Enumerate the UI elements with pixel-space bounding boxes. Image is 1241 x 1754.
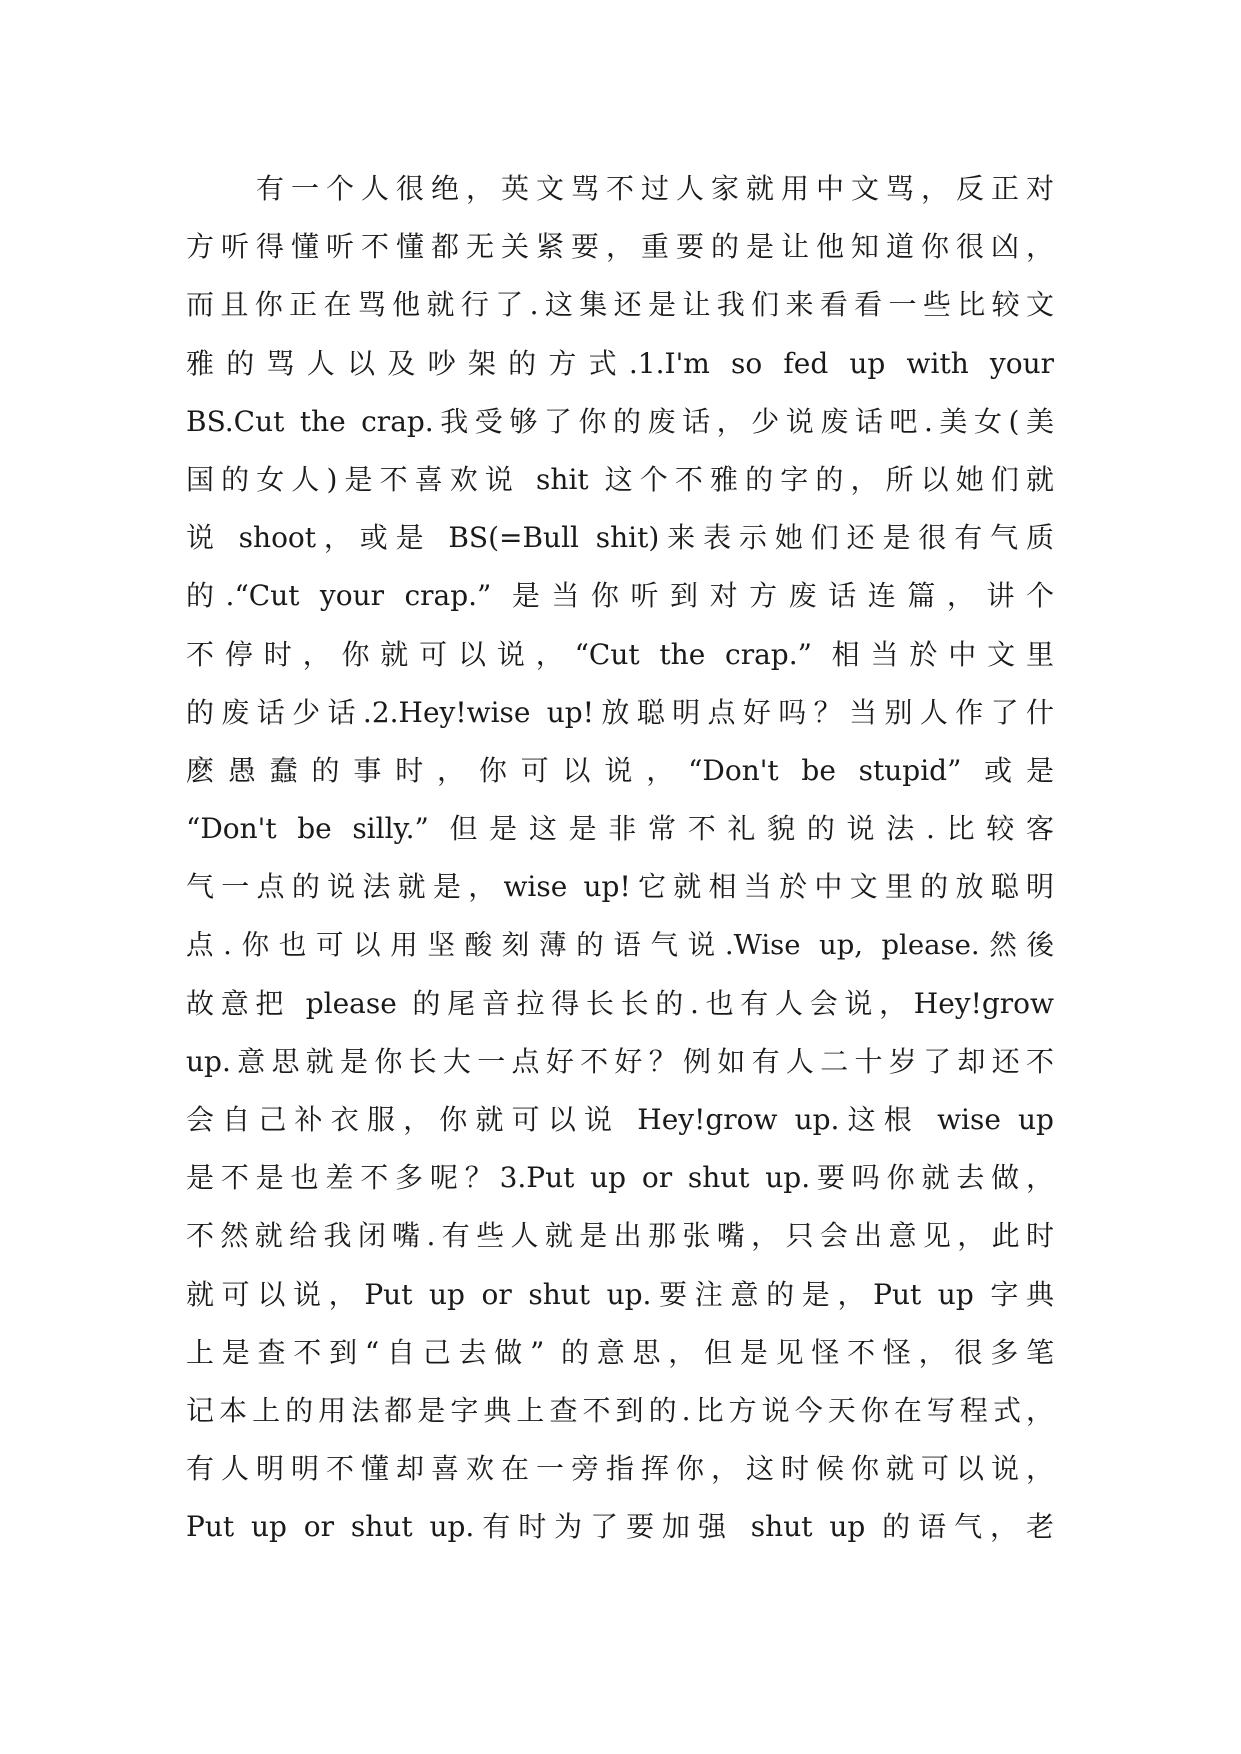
text-line: 点.你也可以用坚酸刻薄的语气说.Wise up, please.然後 xyxy=(186,929,1054,962)
text-line: 麽愚蠢的事时，你可以说，“Don't be stupid” 或是 xyxy=(186,753,1054,787)
text-line: 有一个人很绝，英文骂不过人家就用中文骂，反正对 xyxy=(256,172,1054,205)
text-line: Put up or shut up.有时为了要加强 shut up 的语气，老 xyxy=(186,1510,1054,1544)
text-line: 有人明明不懂却喜欢在一旁指挥你，这时候你就可以说， xyxy=(186,1452,1054,1486)
text-line: “Don't be silly.” 但是这是非常不礼貌的说法.比较客 xyxy=(186,812,1054,846)
text-line: 会自己补衣服，你就可以说 Hey!grow up.这根 wise up xyxy=(186,1103,1054,1136)
text-line: 不停时，你就可以说，“Cut the crap.” 相当於中文里 xyxy=(186,637,1054,671)
text-line: 记本上的用法都是字典上查不到的.比方说今天你在写程式， xyxy=(186,1393,1054,1427)
body-paragraph xyxy=(186,160,1054,1557)
text-line: 而且你正在骂他就行了.这集还是让我们来看看一些比较文 xyxy=(186,288,1054,322)
text-line: 说 shoot，或是 BS(=Bull shit)来表示她们还是很有气质 xyxy=(186,521,1054,555)
text-line: up.意思就是你长大一点好不好？例如有人二十岁了却还不 xyxy=(186,1044,1054,1078)
text-line: 就可以说，Put up or shut up.要注意的是，Put up 字典 xyxy=(186,1277,1054,1311)
text-line: 不然就给我闭嘴.有些人就是出那张嘴，只会出意见，此时 xyxy=(186,1219,1054,1253)
text-line: 的废话少话.2.Hey!wise up!放聪明点好吗？当别人作了什 xyxy=(186,695,1054,729)
text-line: 故意把 please 的尾音拉得长长的.也有人会说，Hey!grow xyxy=(186,986,1054,1020)
text-line: 国的女人)是不喜欢说 shit 这个不雅的字的，所以她们就 xyxy=(186,462,1054,496)
text-line: 上是查不到“自己去做” 的意思，但是见怪不怪，很多笔 xyxy=(186,1335,1054,1369)
text-line: BS.Cut the crap.我受够了你的废话，少说废话吧.美女(美 xyxy=(186,404,1054,438)
text-line: 方听得懂听不懂都无关紧要，重要的是让他知道你很凶， xyxy=(186,230,1054,264)
text-line: 的.“Cut your crap.” 是当你听到对方废话连篇，讲个 xyxy=(186,579,1054,613)
text-line: 是不是也差不多呢？3.Put up or shut up.要吗你就去做， xyxy=(186,1161,1054,1195)
text-line: 气一点的说法就是，wise up!它就相当於中文里的放聪明 xyxy=(186,870,1054,904)
text-line: 雅的骂人以及吵架的方式.1.I'm so fed up with your xyxy=(186,346,1054,380)
